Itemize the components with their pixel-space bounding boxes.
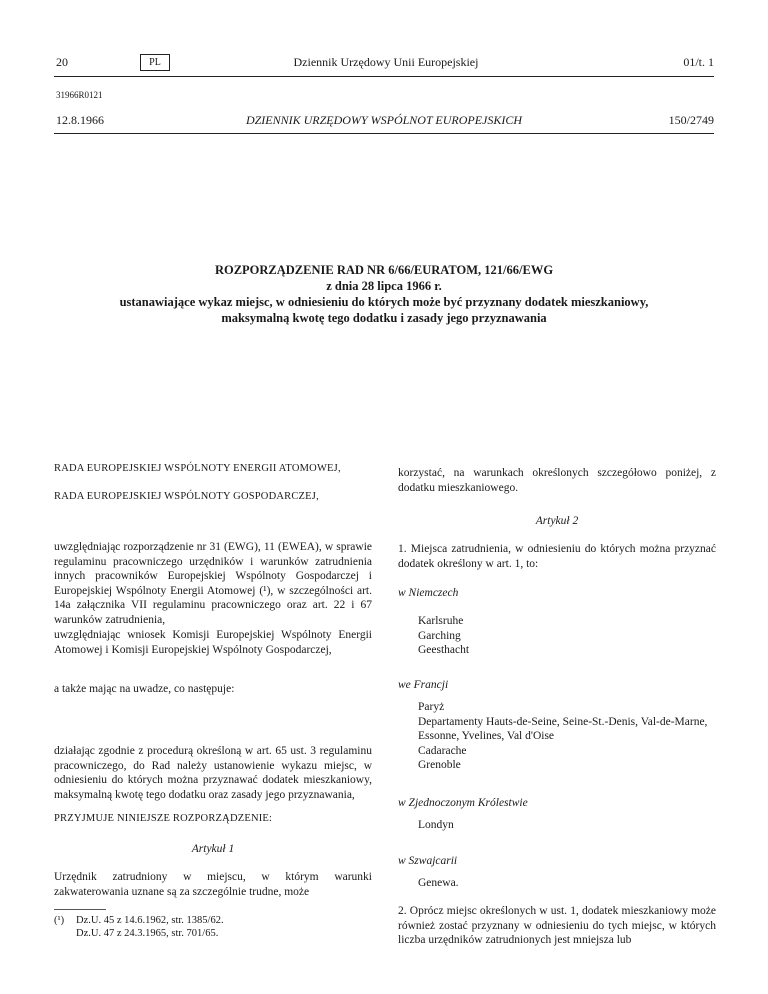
country-united-kingdom: w Zjednoczonym Królestwie	[398, 797, 528, 809]
document-id: 31966R0121	[56, 90, 103, 100]
article-2-paragraph-1: 1. Miejsca zatrudnienia, w odniesieniu do których można przyznać dodatek określony w art. 1, to:	[398, 543, 716, 570]
location-list-switzerland	[398, 876, 736, 891]
location-list-uk	[398, 818, 736, 833]
council-euratom: RADA EUROPEJSKIEJ WSPÓLNOTY ENERGII ATOMOWEJ,	[54, 463, 341, 474]
footnote-rule	[54, 909, 106, 910]
location-item: Karlsruhe	[418, 615, 464, 627]
article-1-heading: Artykuł 1	[191, 843, 235, 855]
location-item: Grenoble	[418, 759, 461, 772]
country-switzerland: w Szwajcarii	[398, 855, 458, 867]
original-journal-title: DZIENNIK URZĘDOWY WSPÓLNOT EUROPEJSKICH	[245, 113, 523, 127]
subheader-rule	[54, 133, 714, 134]
location-list-germany	[398, 614, 736, 658]
recital-regulation: uwzględniając rozporządzenie nr 31 (EWG), 11 (EWEA), w sprawie regulaminu pracowniczego urzędników i warunków zatrudnienia innych pracowników Europejskiej Wspólnoty Gospodarczej i Europejskiej Wspólnoty Energii Atomowej (¹), w szczególności art. 14a załącznika VII regulaminu pracowniczego oraz art. 22 i 67 warunków zatrudnienia,	[54, 541, 372, 626]
document-date: 12.8.1966	[56, 113, 104, 127]
footnote-mark: (¹)	[54, 915, 65, 926]
article-1-text: Urzędnik zatrudniony w miejscu, w którym warunki zakwaterowania uznane są za szczególnie trudne, może	[54, 871, 372, 898]
title-line-1: ROZPORZĄDZENIE RAD NR 6/66/EURATOM, 121/66/EWG	[214, 263, 554, 277]
location-item: Departamenty Hauts-de-Seine, Seine-St.-Denis, Val-de-Marne, Essonne, Yvelines, Val d'Oise	[418, 715, 708, 743]
footnote	[54, 914, 372, 940]
original-reference: 150/2749	[668, 113, 714, 127]
recital-procedure: działając zgodnie z procedurą określoną w art. 65 ust. 3 regulaminu pracowniczego, do Rad należy ustanowienie wykazu miejsc, w odniesieniu do których można przyznawać dodatek mieszkaniowy, maksymalną kwotę tego dodatku oraz zasady jego przyznawania,	[54, 745, 372, 801]
adoption-statement: PRZYJMUJE NINIEJSZE ROZPORZĄDZENIE:	[54, 813, 273, 824]
location-item: Londyn	[418, 819, 454, 831]
header-rule	[54, 76, 714, 77]
title-line-3: ustanawiające wykaz miejsc, w odniesieniu do których może być przyznany dodatek mieszkaniowy,	[119, 295, 649, 309]
regulation-title	[90, 262, 678, 326]
journal-title: Dziennik Urzędowy Unii Europejskiej	[293, 55, 479, 69]
article-1-continuation: korzystać, na warunkach określonych szczegółowo poniżej, z dodatku mieszkaniowego.	[398, 467, 716, 494]
location-item: Paryż	[418, 701, 445, 713]
location-list-france	[398, 700, 716, 773]
council-eec: RADA EUROPEJSKIEJ WSPÓLNOTY GOSPODARCZEJ,	[54, 491, 319, 502]
article-2-heading: Artykuł 2	[535, 515, 579, 527]
footnote-line-2: Dz.U. 47 z 24.3.1965, str. 701/65.	[76, 928, 219, 939]
volume-number: 01/t. 1	[683, 55, 714, 69]
location-item: Geesthacht	[418, 644, 470, 657]
location-item: Garching	[418, 629, 461, 642]
country-france: we Francji	[398, 679, 449, 691]
footnote-line-1: Dz.U. 45 z 14.6.1962, str. 1385/62.	[76, 915, 224, 926]
title-line-4: maksymalną kwotę tego dodatku i zasady jego przyznawania	[221, 311, 547, 325]
recital-proposal: uwzględniając wniosek Komisji Europejskiej Wspólnoty Energii Atomowej i Komisji Europejskiej Wspólnoty Gospodarczej,	[54, 629, 372, 656]
location-item: Genewa.	[418, 877, 459, 889]
recital-whereas: a także mając na uwadze, co następuje:	[54, 683, 235, 695]
country-germany: w Niemczech	[398, 587, 459, 599]
page-number: 20	[56, 55, 68, 69]
language-badge: PL	[140, 54, 170, 71]
location-item: Cadarache	[418, 744, 467, 757]
title-line-2: z dnia 28 lipca 1966 r.	[326, 279, 442, 293]
article-2-paragraph-2: 2. Oprócz miejsc określonych w ust. 1, dodatek mieszkaniowy może również zostać przyznany w odniesieniu do tych miejsc, w których liczba urzędników zatrudnionych jest mniejsza lub	[398, 905, 716, 947]
